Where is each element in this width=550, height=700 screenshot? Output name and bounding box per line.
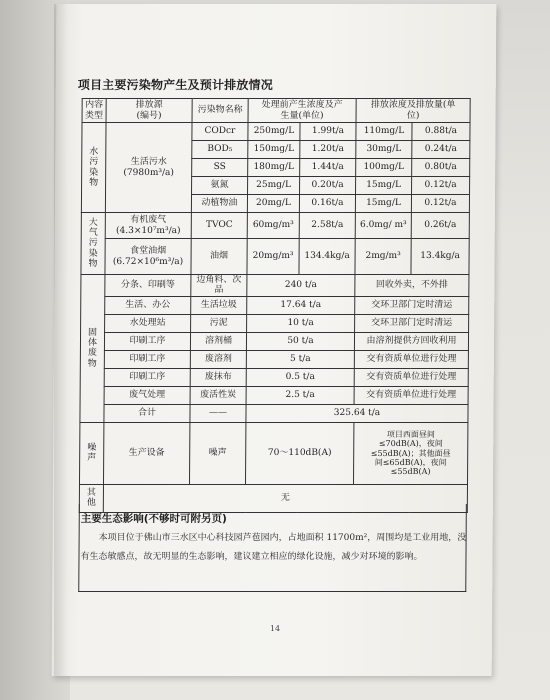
waste-source: 印刷工序 xyxy=(104,350,190,368)
after-amount: 0.26t/a xyxy=(411,213,469,239)
category-other: 其 他 xyxy=(79,484,103,512)
waste-disposal: 回收外卖，不外排 xyxy=(355,275,469,297)
header-after: 排放浓度及排放量(单 位) xyxy=(356,99,470,123)
pollutant-name: SS xyxy=(192,159,248,177)
noise-after: 项目西面昼间 ≤70dB(A)，夜间 ≤55dB(A)；其他面昼 间≤65dB(A)，夜间 ≤55dB(A) xyxy=(354,422,468,484)
after-amount: 0.12t/a xyxy=(411,195,469,213)
waste-amount: 240 t/a xyxy=(247,275,355,297)
table-row-total xyxy=(80,404,468,422)
category-noise: 噪 声 xyxy=(79,422,103,484)
table-row xyxy=(81,213,469,239)
table-row xyxy=(80,386,468,404)
waste-disposal: 交有资质单位进行处理 xyxy=(354,386,468,404)
waste-name: 废抹布 xyxy=(190,368,246,386)
before-amount: 1.99t/a xyxy=(300,123,356,141)
category-solid-waste: 固 体 废 物 xyxy=(80,275,105,423)
category-water: 水 污 染 物 xyxy=(81,123,106,213)
page-number: 14 xyxy=(269,624,281,633)
after-concentration: 100mg/L xyxy=(356,159,412,177)
other-value: 无 xyxy=(103,484,467,512)
waste-name: 溶剂桶 xyxy=(190,332,246,350)
before-amount: 0.16t/a xyxy=(299,195,355,213)
before-amount: 2.58t/a xyxy=(299,213,355,239)
ecology-title: 主要生态影响(不够时可附另页) xyxy=(80,513,227,525)
before-amount: 0.20t/a xyxy=(300,177,356,195)
header-category: 内容 类型 xyxy=(82,99,106,123)
waste-source: 水处理站 xyxy=(105,314,191,332)
waste-amount: 2.5 t/a xyxy=(246,386,354,404)
header-source: 排放源 (编号) xyxy=(106,99,192,123)
before-amount: 1.44t/a xyxy=(300,159,356,177)
noise-name: 噪声 xyxy=(189,422,245,484)
waste-disposal: 交环卫部门定时清运 xyxy=(355,296,469,314)
waste-amount: 5 t/a xyxy=(246,350,354,368)
binding-shadow xyxy=(54,4,68,676)
waste-amount: 0.5 t/a xyxy=(246,368,354,386)
after-amount: 13.4kg/a xyxy=(411,239,469,275)
waste-source: 废气处理 xyxy=(104,386,190,404)
document-page xyxy=(52,4,497,676)
total-dash: —— xyxy=(190,404,246,422)
table-row xyxy=(81,296,469,314)
waste-source: 印刷工序 xyxy=(104,368,190,386)
table-row xyxy=(80,350,468,368)
before-concentration: 20mg/L xyxy=(247,195,299,213)
noise-source: 生产设备 xyxy=(103,422,189,484)
after-amount: 0.88t/a xyxy=(412,123,470,141)
pollutant-table xyxy=(79,98,471,513)
waste-disposal: 交有资质单位进行处理 xyxy=(354,350,468,368)
waste-amount: 50 t/a xyxy=(246,332,354,350)
total-amount: 325.64 t/a xyxy=(246,404,468,422)
after-concentration: 15mg/L xyxy=(356,177,412,195)
before-concentration: 60mg/m³ xyxy=(247,213,299,239)
before-concentration: 250mg/L xyxy=(248,123,300,141)
waste-amount: 17.64 t/a xyxy=(247,296,355,314)
table-row xyxy=(82,123,470,141)
source-organic-exhaust: 有机废气 (4.3×10⁷m³/a) xyxy=(105,213,191,239)
before-concentration: 150mg/L xyxy=(248,141,300,159)
before-concentration: 180mg/L xyxy=(248,159,300,177)
waste-disposal: 由溶剂提供方回收利用 xyxy=(354,332,468,350)
waste-name: 污泥 xyxy=(191,314,247,332)
waste-amount: 10 t/a xyxy=(247,314,355,332)
after-amount: 0.24t/a xyxy=(412,141,470,159)
waste-source: 生活、办公 xyxy=(105,296,191,314)
after-concentration: 6.0mg/ m³ xyxy=(355,213,411,239)
waste-name: 生活垃圾 xyxy=(191,296,247,314)
pollutant-name: 油烟 xyxy=(191,239,247,275)
waste-name: 边角料、次品 xyxy=(191,275,247,297)
after-amount: 0.12t/a xyxy=(412,177,470,195)
total-label: 合计 xyxy=(104,404,190,422)
header-before: 处理前产生浓度及产 生量(单位) xyxy=(248,99,356,123)
pollutant-name: CODcr xyxy=(192,123,248,141)
table-row xyxy=(79,422,467,484)
after-amount: 0.80t/a xyxy=(412,159,470,177)
before-amount: 134.4kg/a xyxy=(299,239,355,275)
section-title: 项目主要污染物产生及预计排放情况 xyxy=(77,78,274,92)
noise-before: 70～110dB(A) xyxy=(245,422,353,484)
waste-source: 印刷工序 xyxy=(104,332,190,350)
pollutant-name: TVOC xyxy=(191,213,247,239)
table-row xyxy=(80,332,468,350)
pollutant-name: 动植物油 xyxy=(191,195,247,213)
after-concentration: 30mg/L xyxy=(356,141,412,159)
after-concentration: 2mg/m³ xyxy=(355,239,411,275)
source-domestic-wastewater: 生活污水 (7980m³/a) xyxy=(105,123,192,213)
table-row xyxy=(80,368,468,386)
waste-source: 分条、印刷等 xyxy=(105,275,191,297)
before-concentration: 20mg/m³ xyxy=(247,239,299,275)
before-amount: 1.20t/a xyxy=(300,141,356,159)
pollutant-name: 氨氮 xyxy=(192,177,248,195)
before-concentration: 25mg/L xyxy=(248,177,300,195)
header-pollutant: 污染物名称 xyxy=(192,99,248,123)
source-kitchen-fumes: 食堂油烟 (6.72×10⁶m³/a) xyxy=(105,239,191,275)
table-row xyxy=(81,314,469,332)
ecology-body: 本项目位于佛山市三水区中心科技园芦苞园内，占地面积 11700m²，周围均是工业用地，没有生态敏感点，故无明显的生态影响，建议建立相应的绿化设施，减少对环境的影响。 xyxy=(80,533,467,562)
category-air: 大 气 污 染 物 xyxy=(81,213,105,275)
waste-disposal: 交环卫部门定时清运 xyxy=(355,314,469,332)
waste-name: 废活性炭 xyxy=(190,386,246,404)
waste-name: 废溶剂 xyxy=(190,350,246,368)
waste-disposal: 交有资质单位进行处理 xyxy=(354,368,468,386)
after-concentration: 110mg/L xyxy=(356,123,412,141)
after-concentration: 15mg/L xyxy=(355,195,411,213)
table-header-row xyxy=(82,99,470,123)
table-row xyxy=(81,275,469,297)
pollutant-name: BOD₅ xyxy=(192,141,248,159)
table-row xyxy=(81,239,469,275)
